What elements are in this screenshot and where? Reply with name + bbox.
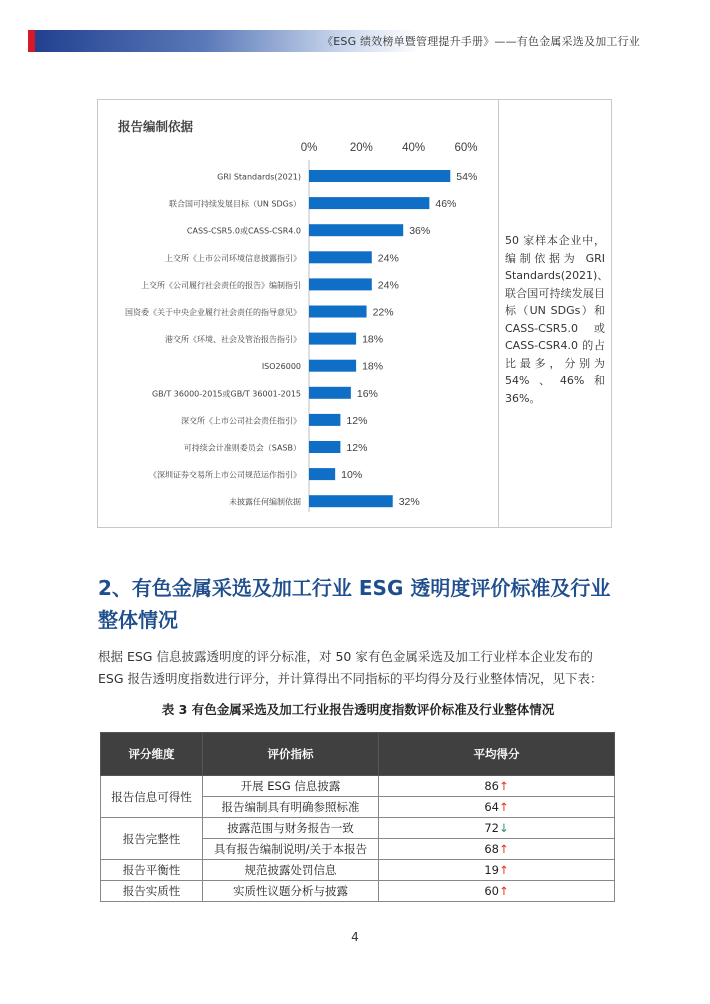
table-caption: 表 3 有色金属采选及加工行业报告透明度指数评价标准及行业整体情况 xyxy=(161,702,555,717)
dimension-cell: 报告实质性 xyxy=(101,881,203,902)
bar xyxy=(309,414,340,426)
dimension-cell: 报告信息可得性 xyxy=(101,776,203,818)
page-number: 4 xyxy=(351,930,359,944)
score-cell xyxy=(379,839,615,860)
trend-up-icon: ↑ xyxy=(499,842,509,856)
data-label: 24% xyxy=(377,279,399,292)
bar xyxy=(309,306,367,318)
trend-down-icon: ↓ xyxy=(499,821,509,835)
table-row xyxy=(101,818,615,839)
score-cell xyxy=(379,881,615,902)
dimension-cell: 报告完整性 xyxy=(101,818,203,860)
data-label: 18% xyxy=(362,360,384,373)
trend-up-icon: ↑ xyxy=(499,800,509,814)
table-row xyxy=(101,881,615,902)
chart-side-note: 50 家样本企业中，编制依据为 GRI Standards(2021)、联合国可持续发展目标（UN SDGs）和 CASS-CSR5.0 或 CASS-CSR4.0 的占比最多，分别为 54%、46%和 36%。 xyxy=(505,234,609,405)
score-value: 64 xyxy=(484,800,499,814)
bar xyxy=(309,197,429,209)
category-label: ISO26000 xyxy=(261,362,301,372)
evaluation-table xyxy=(100,732,615,902)
header-indicator: 评价指标 xyxy=(203,733,379,776)
header-dimension: 评分维度 xyxy=(101,733,203,776)
section-paragraph: 根据 ESG 信息披露透明度的评分标准，对 50 家有色金属采选及加工行业样本企业发布的 ESG 报告透明度指数进行评分，并计算得出不同指标的平均得分及行业整体情况，见下表： xyxy=(98,649,603,686)
category-label: 可持续会计准则委员会（SASB） xyxy=(183,443,301,453)
bar xyxy=(309,387,351,399)
x-tick-label: 40% xyxy=(402,142,426,154)
indicator-cell: 开展 ESG 信息披露 xyxy=(203,776,379,797)
data-label: 16% xyxy=(356,387,378,400)
chart-title: 报告编制依据 xyxy=(118,119,194,134)
category-label: 深交所《上市公司社会责任指引》 xyxy=(181,416,301,426)
table-row xyxy=(101,776,615,797)
category-label: 国资委《关于中央企业履行社会责任的指导意见》 xyxy=(125,308,301,317)
category-label: 上交所《公司履行社会责任的报告》编制指引 xyxy=(141,280,301,290)
bar xyxy=(309,251,372,263)
data-label: 46% xyxy=(435,198,457,211)
score-value: 60 xyxy=(484,884,499,898)
category-label: 上交所《上市公司环境信息披露指引》 xyxy=(165,253,301,263)
bar xyxy=(309,360,356,372)
x-tick-label: 20% xyxy=(349,142,373,154)
trend-up-icon: ↑ xyxy=(499,884,509,898)
data-label: 12% xyxy=(346,414,368,427)
bar xyxy=(309,468,335,480)
category-label: 未披露任何编制依据 xyxy=(229,497,301,507)
header-score: 平均得分 xyxy=(379,733,615,776)
score-cell xyxy=(379,860,615,881)
data-label: 18% xyxy=(362,333,384,346)
data-label: 54% xyxy=(456,171,478,183)
indicator-cell: 披露范围与财务报告一致 xyxy=(203,818,379,839)
bar xyxy=(309,224,403,236)
running-header-title: 《ESG 绩效榜单暨管理提升手册》——有色金属采选及加工行业 xyxy=(322,35,640,48)
category-label: 港交所《环境、社会及管治报告指引》 xyxy=(165,335,301,345)
table-row xyxy=(101,860,615,881)
score-value: 72 xyxy=(484,821,499,835)
score-cell xyxy=(379,797,615,818)
bar xyxy=(309,495,393,507)
category-label: CASS-CSR5.0或CASS-CSR4.0 xyxy=(186,226,301,236)
data-label: 12% xyxy=(346,442,368,454)
category-label: GB/T 36000-2015或GB/T 36001-2015 xyxy=(151,389,301,399)
indicator-cell: 具有报告编制说明/关于本报告 xyxy=(203,839,379,860)
table-header-row xyxy=(101,733,615,776)
bar xyxy=(309,170,450,182)
data-label: 24% xyxy=(377,252,399,265)
data-label: 10% xyxy=(341,469,363,482)
score-value: 19 xyxy=(484,863,499,877)
bar xyxy=(309,278,372,290)
x-tick-label: 60% xyxy=(454,142,478,154)
score-cell xyxy=(379,776,615,797)
bar xyxy=(309,333,356,345)
category-label: GRI Standards(2021) xyxy=(217,172,301,182)
indicator-cell: 实质性议题分析与披露 xyxy=(203,881,379,902)
trend-up-icon: ↑ xyxy=(499,863,509,877)
score-value: 68 xyxy=(484,842,499,856)
data-label: 32% xyxy=(398,496,420,509)
indicator-cell: 规范披露处罚信息 xyxy=(203,860,379,881)
score-value: 86 xyxy=(484,779,499,793)
dimension-cell: 报告平衡性 xyxy=(101,860,203,881)
score-cell xyxy=(379,818,615,839)
bar xyxy=(309,441,340,453)
trend-up-icon: ↑ xyxy=(499,779,509,793)
data-label: 36% xyxy=(409,225,431,238)
category-label: 联合国可持续发展目标（UN SDGs） xyxy=(169,199,301,209)
category-label: 《深圳证券交易所上市公司规范运作指引》 xyxy=(149,470,301,480)
section-title: 2、有色金属采选及加工行业 ESG 透明度评价标准及行业整体情况 xyxy=(98,576,611,632)
x-tick-label: 0% xyxy=(300,142,318,154)
indicator-cell: 报告编制具有明确参照标准 xyxy=(203,797,379,818)
data-label: 22% xyxy=(372,306,394,319)
